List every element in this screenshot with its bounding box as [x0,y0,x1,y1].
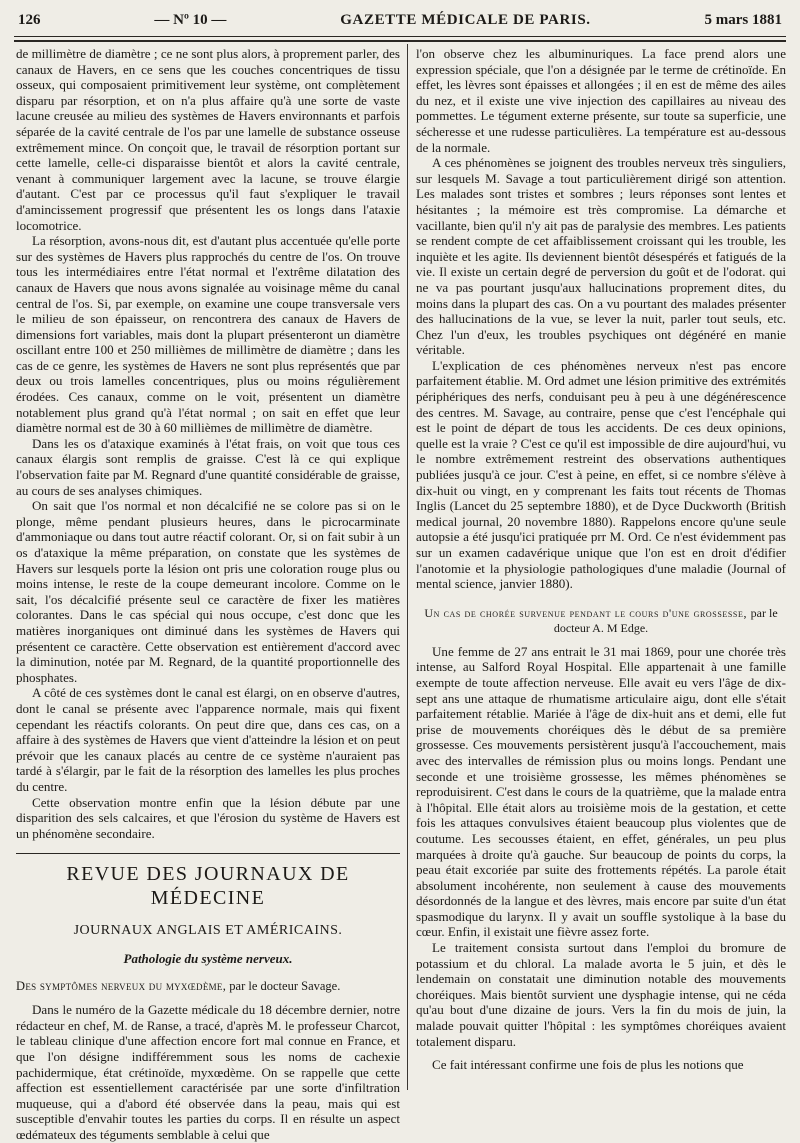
paragraph: Dans les os d'ataxique examinés à l'état frais, on voit que tous ces canaux élargis sont remplis de graisse. C'est là ce qui explique l'observation faite par M. Regnard d'une quantité considérable de graisse, au cours de ses analyses chimiques. [16,435,400,498]
article-author: par le docteur Savage. [229,979,341,994]
right-column [416,46,786,1088]
issue-number: — Nº 10 — [154,11,227,28]
page-number: 126 [18,11,41,28]
paragraph: L'explication de ces phénomènes nerveux n'est pas encore parfaitement établie. M. Ord admet une lésion primitive des extrémités périphériques des nerfs, conduisant peu à peu à une dégénérescence des centres. M. Savage, au contraire, pense que c'est l'encéphale qui est le point de départ de tous les accidents. De ces deux opinions, quelle est la vraie ? C'est ce qu'il est impossible de dire aujourd'hui, vu le nombre extrêmement restreint des observations authentiques publiées jusqu'à ce jour. C'est à peine, en effet, si ce nombre s'élève à dix-huit ou vingt, en y comprenant les faits tout récents de Thomas Inglis (Lancet du 25 septembre 1880), et de Dyce Duckworth (British medical journal, 20 novembre 1880). Rappelons encore qu'une seule autopsie a été jusqu'ici pratiquée prr M. Ord. Ce n'est évidemment pas sur un examen cadavérique unique que l'on est en droit d'édifier l'anotomie et la physiologie pathologiques d'une maladie (Journal of mental science, janvier 1880). [416,357,786,592]
paragraph: Le traitement consista surtout dans l'emploi du bromure de potassium et du chloral. La malade avorta le 5 juin, et dès le lendemain on constatait une diminution notable des mouvements choréiques. Mais bientôt survient une dysphagie intense, qui ne céda qu'au bout d'une dizaine de jours. Vers la fin du mois de juin, la malade pouvait quitter l'hôpital : les symptômes choréiques avaient totalement disparu. [416,940,786,1049]
paragraph: Dans le numéro de la Gazette médicale du 18 décembre dernier, notre rédacteur en chef, M. de Ranse, a tracé, d'après M. le professeur Charcot, le tableau clinique d'une affection encore fort mal connue en France, et que l'on désigne indifféremment sous les noms de cachexie pachidermique, état crétinoïde, myxœdème. On se rappelle que cette affection est essentiellement caractérisée par une sorte d'infiltration muqueuse, qui a d'abord été observée dans la peau, mais qui est susceptible d'envahir toutes les parties du corps. Il en résulte un aspect œdémateux des téguments semblable à celui que [16,1002,400,1143]
review-title: REVUE DES JOURNAUX DE MÉDECINE [16,853,400,910]
header-rule-thick [14,40,786,42]
running-head [18,6,782,34]
article-heading [16,978,400,994]
paragraph: Ce fait intéressant confirme une fois de plus les notions que [432,1057,744,1073]
header-rule [14,36,786,37]
issue-date: 5 mars 1881 [704,11,782,28]
paragraph: l'on observe chez les albuminuriques. La face prend alors une expression spéciale, que l'on a désignée par le terme de crétinoïde. En effet, les lèvres sont épaisses et allongées ; il en est de même des ailes du nez, et il existe une vive injection des capillaires au niveau des pommettes. Le tégument externe présente, sur toute sa superficie, une sécheresse et une rudesse particulières. La température est au-dessous de la normale. [416,46,786,155]
article-author: par le docteur A. M Edge. [553,605,778,635]
section-title: Pathologie du système nerveux. [123,951,293,967]
paragraph: de millimètre de diamètre ; ce ne sont plus alors, à proprement parler, des canaux de Havers, en ce sens que les couches concentriques de tissu osseux, qui composaient primitivement leur système, ont complètement disparu par résorption, et on n'a plus affaire qu'à une sorte de vaste lacune creusée au milieu des systèmes de Havers environnants et parfois séparée de la cavité centrale de l'os par une lamelle de substance osseuse extrêmement mince. On conçoit que, le travail de résorption portant sur cette lamelle, celle-ci disparaisse bientôt et alors la cavité centrale, venant à communiquer largement avec la lacune, se trouve élargie d'autant. C'est par ce processus qu'il faut s'expliquer le travail d'amincissement progressif que présentent les os longs dans l'ataxie locomotrice. [16,46,400,233]
paragraph: A côté de ces systèmes dont le canal est élargi, on en observe d'autres, dont le canal se présente avec l'apparence normale, mais qui fixent cependant les réactifs colorants. On peut dire que, dans ces cas, on a affaire à des systèmes de Havers que vient d'atteindre la lésion et on peut prévoir que les canaux placés au centre de ce système n'auraient pas tardé à s'élargir, par le fait de la résorption des lamelles les plus proches du centre. [16,685,400,794]
article-title: Des symptômes nerveux du myxœdème, [16,979,227,994]
paragraph: Une femme de 27 ans entrait le 31 mai 1869, pour une chorée très intense, au Salford Royal Hospital. Elle appartenait à une famille exempte de toute affection nerveuse. Elle avait eu vers l'âge de dix-sept ans une attaque de rhumatisme articulaire aigu, dont elle s'était parfaitement rétablie. Mariée à l'âge de dix-huit ans et demi, elle fut prise de mouvements choréiques dès le début de sa première grossesse. Ces mouvements persistèrent jusqu'à l'accouchement, mais avec des intervalles de rémission plus ou moins longs. Pendant une seconde et une troisième grossesse, les mêmes phénomènes se reproduisirent. C'est dans le cours de la quatrième, que la malade entra à l'hôpital. Elle était alors au troisième mois de la gestation, et cette fois les attaques convulsives étaient beaucoup plus violentes que de coutume. Les secousses étaient, en effet, générales, un peu plus marquées à droite qu'à gauche. Sur beaucoup de points du corps, la peau était excoriée par suite des frottements répétés. La parole était absolument incohérente, non seulement à cause des mouvements désordonnés de la langue et des lèvres, mais encore par suite d'un état spasmodique du larynx. Il y avait un souffle systolique à la base du cœur. Enfin, il existait une fièvre assez forte. [416,643,786,940]
review-subtitle: JOURNAUX ANGLAIS ET AMÉRICAINS. [73,923,343,939]
paragraph: La résorption, avons-nous dit, est d'autant plus accentuée qu'elle porte sur des systèmes de Havers plus rapprochés du centre de l'os. On trouve tous les intermédiaires entre l'état normal et l'extrême dilatation des canaux de Havers que nous avons signalée au voisinage même du canal central de l'os. Si, par exemple, on examine une coupe transversale vers le milieu de son épaisseur, on rencontrera des canaux de Havers de dimensions fort variables, mais dont la plupart présenteront un diamètre oscillant entre 100 et 250 millièmes de millimètre de diamètre ; dans les cas de ce genre, les systèmes de Havers ne sont plus représentés que par deux ou trois lamelles concentriques, plus ou moins régulièrement érodées. Ces canaux, comme on le voit, présentent un diamètre notablement plus grand qu'à l'état normal ; on sait en effet que leur diamètre normal est de 30 à 60 millièmes de millimètre de diamètre. [16,233,400,436]
paragraph: Cette observation montre enfin que la lésion débute par une disparition des sels calcaires, et que l'érosion du système de Havers est un phénomène secondaire. [16,794,400,841]
left-column [16,46,400,1143]
column-divider [407,44,408,1090]
journal-title: GAZETTE MÉDICALE DE PARIS. [340,11,591,28]
paragraph: A ces phénomènes se joignent des troubles nerveux très singuliers, sur lesquels M. Savage a tout particulièrement dirigé son attention. Les malades sont tristes et sombres ; leurs réponses sont lentes et hésitantes ; la mémoire est très compromise. La démarche et vacillante, bien qu'il n'y ait pas de paralysie des membres. Les patients se rendent compte de cet affaiblissement croissant qui les trouble, les inquiète et les agite. Ils deviennent bientôt désespérés et fatigués de la vie. Il existe un certain degré de perversion du goût et de l'odorat. qui ne va pas pourtant jusqu'aux hallucinations proprement dites, du moins dans la plupart des cas. On a vu pourtant des malades présenter des hallucinations de la vue, se lever la nuit, parler tout seuls, etc. Chez l'un d'eux, les troubles psychiques ont dégénéré en manie véritable. [416,155,786,358]
article-title: Un cas de chorée survenue pendant le cours d'une grossesse, [424,605,748,620]
article-heading [416,606,786,636]
paragraph: On sait que l'os normal et non décalcifié ne se colore pas si on le plonge, même pendant plusieurs heures, dans le picrocarminate d'ammoniaque ou dans tout autre réactif colorant. Or, si on fait subir à un os d'ataxique la même préparation, on constate que les systèmes de Havers sur lesquels porte la lésion ont pris une coloration rouge plus ou moins intense, le reste de la coupe demeurant incolore. Comme on le sait, l'os décalcifié présente seul ce caractère de fixer les matières colorantes. Dans le cas spécial qui nous occupe, c'est donc que les matières inorganiques ont diminué dans les systèmes de Havers qui présentent ce caractère. Cette observation est entièrement d'accord avec la diminution, notée par M. Regnard, de la quantité proportionnelle des phosphates. [16,498,400,685]
